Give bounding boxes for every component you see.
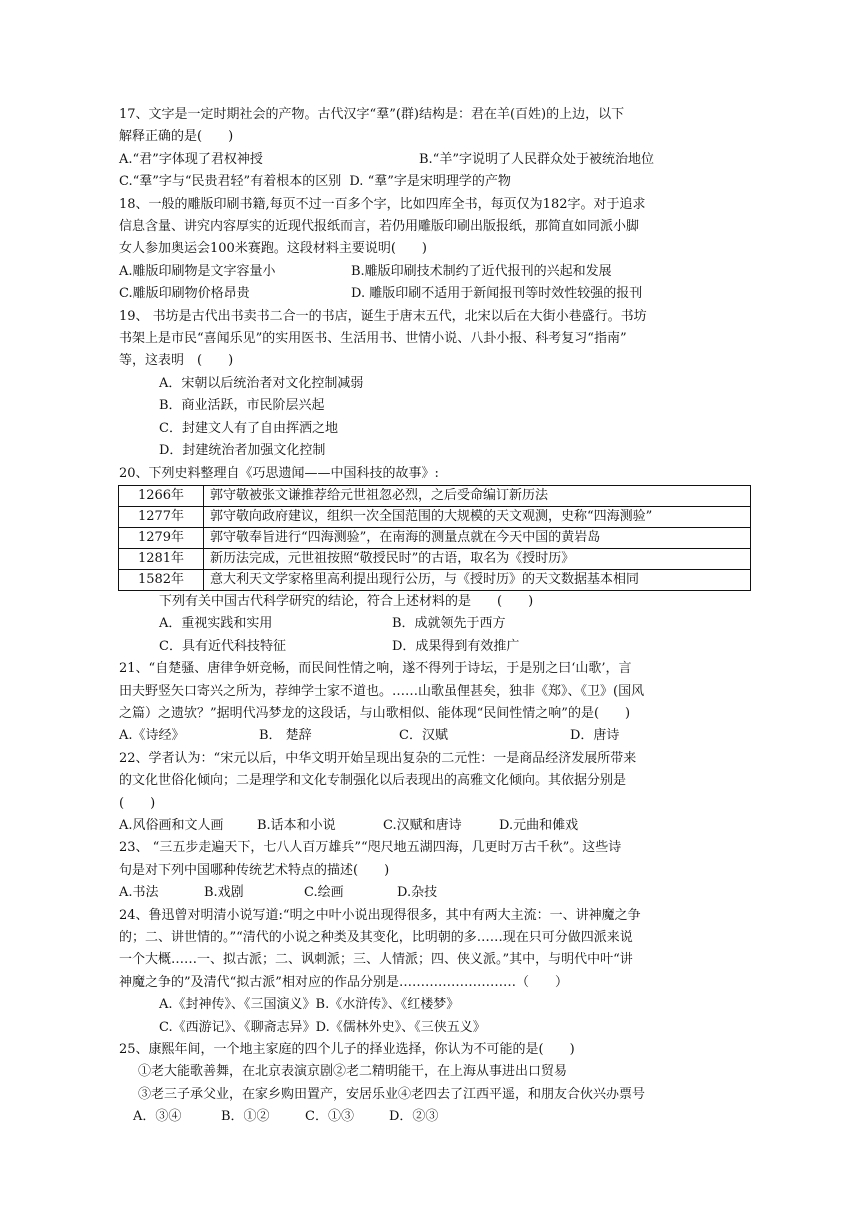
q19-stem-line: 19、 书坊是古代出书卖书二合一的书店，诞生于唐末五代，北宋以后在大街小巷盛行。书坊 [119,308,647,324]
table-event: 新历法完成，元世祖按照“敬授民时”的古语，取名为《授时历》 [204,548,751,569]
q20-option-b: B．成就领先于西方 [392,616,506,632]
q23-option-d: D.杂技 [397,885,438,901]
q17-option-a: A.“君”字体现了君权神授 [119,151,263,167]
q25-option-a: A．③④ [133,1109,182,1125]
q20-intro: 20、下列史料整理自《巧思遗闻——中国科技的故事》: [119,465,439,481]
q19-stem-line: 等，这表明 ( ) [119,353,234,369]
question-list [119,104,749,1129]
q17-stem-line: 17、文字是一定时期社会的产物。古代汉字“羣”(群)结构是：君在羊(百姓)的上边，以下 [119,107,625,122]
q23-stem-line: 句是对下列中国哪种传统艺术特点的描述( ) [119,862,390,878]
q23-option-c: C.绘画 [304,885,344,901]
q19-option-c: C．封建文人有了自由挥洒之地 [159,420,338,436]
table-event: 郭守敬被张文谦推荐给元世祖忽必烈，之后受命编订新历法 [204,485,751,506]
q24-options-cd: C.《西游记》、《聊斋志异》D.《儒林外史》、《三侠五义》 [159,1019,486,1035]
table-row [119,485,751,506]
q24-options-ab: A.《封神传》、《三国演义》B.《水浒传》、《红楼梦》 [159,997,460,1013]
q17-stem-line: 解释正确的是( ) [119,129,234,145]
table-year: 1281年 [119,548,204,569]
table-event: 郭守敬向政府建议，组织一次全国范围的大规模的天文观测，史称“四海测验” [204,506,751,527]
q22-stem-line: ( ) [119,795,156,811]
q25-items-3-4: ③老三子承父业，在家乡购田置产，安居乐业④老四去了江西平遥，和朋友合伙兴办票号 [138,1086,646,1102]
q25-stem: 25、康熙年间，一个地主家庭的四个儿子的择业选择，你认为不可能的是( ) [119,1042,575,1058]
table-row [119,569,751,590]
q20-option-d: D．成果得到有效推广 [392,638,520,654]
question-25 [119,1039,749,1129]
question-17 [119,104,749,194]
q21-option-a: A.《诗经》 [119,728,185,744]
q20-option-c: C．具有近代科技特征 [159,638,286,654]
q17-option-d: D. “羣”字是宋明理学的产物 [349,174,511,190]
table-event: 意大利天文学家格里高利提出现行公历，与《授时历》的天文数据基本相同 [204,569,751,590]
table-row [119,527,751,548]
q23-stem-line: 23、 “三五步走遍天下，七八人百万雄兵”“咫尺地五湖四海，几更时万古千秋”。这些诗 [119,840,622,856]
table-year: 1279年 [119,527,204,548]
q22-option-a: A.风俗画和文人画 [119,817,224,833]
table-year: 1266年 [119,485,204,506]
question-18 [119,194,749,306]
question-21 [119,658,749,748]
q23-option-a: A.书法 [119,885,159,901]
q21-stem-line: 之篇）之遗欤？”据明代冯梦龙的这段话，与山歌相似、能体现“民间性情之响”的是( ) [119,705,631,721]
q19-option-d: D．封建统治者加强文化控制 [159,443,326,459]
question-23 [119,837,749,904]
q21-option-b: B． 楚辞 [259,728,312,744]
q21-stem-line: 21、“自楚骚、唐律争妍竞畅，而民间性情之响，遂不得列于诗坛，于是别之曰‘山歌’，言 [119,661,632,677]
q17-option-c: C.“羣”字与“民贵君轻”有着根本的区别 [119,174,342,190]
history-table [118,485,751,591]
q18-option-b: B.雕版印刷技术制约了近代报刊的兴起和发展 [351,263,612,279]
q18-option-d: D. 雕版印刷不适用于新闻报刊等时效性较强的报刊 [351,286,643,302]
q19-option-a: A．宋朝以后统治者对文化控制减弱 [159,375,364,391]
q18-stem-line: 女人参加奥运会100米赛跑。这段材料主要说明( ) [119,241,427,257]
q25-option-d: D．②③ [389,1109,439,1125]
q19-option-b: B．商业活跃，市民阶层兴起 [159,398,325,414]
q21-stem-line: 田夫野竖矢口寄兴之所为，荐绅学士家不道也。……山歌虽俚甚矣，独非《郑》、《卫》(国风 [119,683,645,699]
q21-option-d: D．唐诗 [570,728,620,744]
question-24 [119,905,749,1039]
question-22 [119,748,749,838]
q21-option-c: C．汉赋 [399,728,448,744]
q18-stem-line: 信息含量、讲究内容厚实的近现代报纸而言，若仍用雕版印刷出版报纸，那简直如同派小脚 [119,219,640,235]
q20-option-a: A．重视实践和实用 [159,616,273,632]
q23-option-b: B.戏剧 [204,885,244,901]
q22-option-c: C.汉赋和唐诗 [383,817,462,833]
table-event: 郭守敬奉旨进行“四海测验”，在南海的测量点就在今天中国的黄岩岛 [204,527,751,548]
q24-stem-line: 一个大概……一、拟古派；二、讽刺派；三、人情派；四、侠义派。”其中，与明代中叶“讲 [119,952,633,968]
q17-option-b: B.“羊”字说明了人民群众处于被统治地位 [419,151,654,167]
q18-stem-line: 18、一般的雕版印刷书籍,每页不过一百多个字，比如四库全书，每页仅为182字。对于追求 [119,196,646,212]
table-year: 1582年 [119,569,204,590]
q24-stem-line: 神魔之争的”及清代“拟古派”相对应的作品分别是………………………（ ） [119,974,568,990]
table-year: 1277年 [119,506,204,527]
q24-stem-line: 的；二、讲世情的。”“清代的小说之种类及其变化，比明朝的多……现在只可分做四派来说 [119,930,633,945]
q24-stem-line: 24、鲁迅曾对明清小说写道:“明之中叶小说出现得很多，其中有两大主流：一、讲神魔之争 [119,907,641,923]
table-row [119,506,751,527]
q25-items-1-2: ①老大能歌善舞，在北京表演京剧②老二精明能干，在上海从事进出口贸易 [138,1064,568,1080]
q18-option-a: A.雕版印刷物是文字容量小 [119,263,276,279]
q22-option-b: B.话本和小说 [257,817,336,833]
q22-option-d: D.元曲和傩戏 [499,817,579,833]
q18-option-c: C.雕版印刷物价格昂贵 [119,286,250,302]
q22-stem-line: 的文化世俗化倾向；二是理学和文化专制强化以后表现出的高雅文化倾向。其依据分别是 [119,773,627,789]
q25-option-b: B．①② [221,1109,270,1125]
q25-option-c: C．①③ [305,1109,354,1125]
q22-stem-line: 22、学者认为：“宋元以后，中华文明开始呈现出复杂的二元性：一是商品经济发展所带来 [119,750,637,766]
question-19 [119,306,749,463]
q20-question: 下列有关中国古代科学研究的结论，符合上述材料的是 ( ) [159,593,534,609]
question-20 [119,463,749,659]
q19-stem-line: 书架上是市民“喜闻乐见”的实用医书、生活用书、世情小说、八卦小报、科考复习“指南” [119,331,627,347]
table-row [119,548,751,569]
